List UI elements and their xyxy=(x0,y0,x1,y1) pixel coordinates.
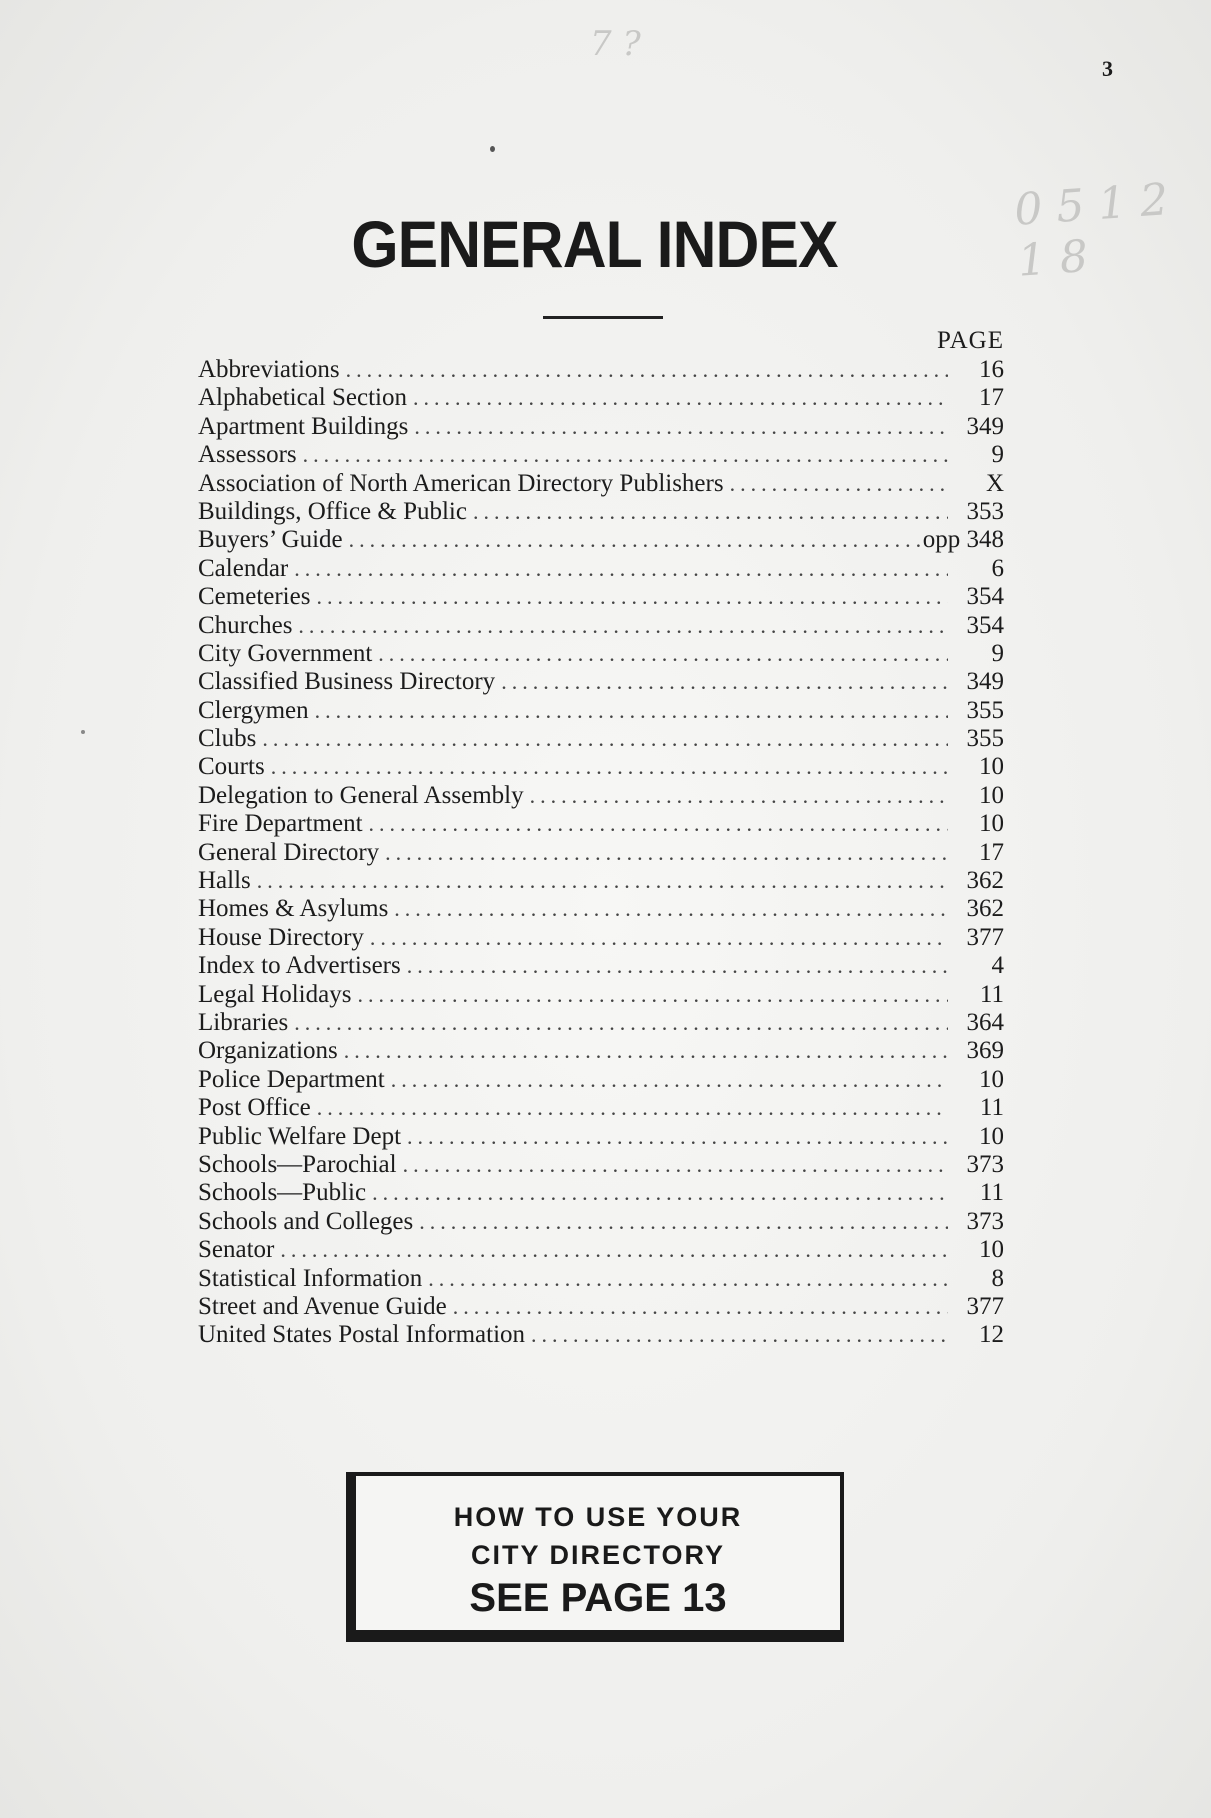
index-entry-page: X xyxy=(985,469,1004,497)
index-entry xyxy=(198,810,1004,838)
dot-leader xyxy=(413,1208,948,1236)
index-entry-label: Buyers’ Guide xyxy=(198,526,343,554)
index-entry-label: United States Postal Information xyxy=(198,1321,526,1349)
index-entry-label: Schools—Parochial xyxy=(198,1150,397,1178)
index-entry-page: 4 xyxy=(991,952,1004,980)
dot-leader xyxy=(447,1293,948,1321)
notice-line-2: CITY DIRECTORY xyxy=(470,1540,726,1570)
page-title: GENERAL INDEX xyxy=(351,207,838,281)
dot-leader xyxy=(351,981,948,1009)
index-entry-page: 355 xyxy=(966,696,1004,724)
index-entry xyxy=(198,924,1004,952)
dot-leader xyxy=(288,555,948,583)
dot-leader xyxy=(422,1265,948,1293)
title-divider xyxy=(543,316,663,319)
index-entry xyxy=(198,1236,1004,1264)
index-entry xyxy=(198,895,1004,923)
dot-leader xyxy=(372,640,948,668)
index-entry-page: 10 xyxy=(979,1122,1004,1150)
dot-leader xyxy=(379,839,948,867)
dot-leader xyxy=(401,1123,948,1151)
index-list xyxy=(198,326,1004,1350)
dot-leader xyxy=(292,612,948,640)
index-entry-page: 377 xyxy=(966,923,1004,951)
notice-line-3: SEE PAGE 13 xyxy=(469,1576,727,1620)
dot-leader xyxy=(274,1236,948,1264)
index-entries xyxy=(198,356,1004,1350)
index-entry-page: 369 xyxy=(966,1037,1004,1065)
ink-speck xyxy=(490,146,495,152)
dot-leader xyxy=(364,924,948,952)
index-entry-label: Police Department xyxy=(198,1065,385,1093)
index-entry-label: Schools and Colleges xyxy=(198,1207,414,1235)
index-entry xyxy=(198,1321,1004,1349)
index-entry xyxy=(198,583,1004,611)
index-entry-page: 10 xyxy=(979,1236,1004,1264)
page-number: 3 xyxy=(1102,56,1113,81)
index-entry-label: Homes & Asylums xyxy=(198,895,389,923)
index-entry-label: Classified Business Directory xyxy=(198,668,496,696)
index-entry-label: Delegation to General Assembly xyxy=(198,781,524,809)
dot-leader xyxy=(363,810,948,838)
dot-leader xyxy=(724,470,948,498)
index-entry-label: Index to Advertisers xyxy=(198,952,401,980)
index-entry-label: Statistical Information xyxy=(198,1264,423,1292)
index-entry-label: City Government xyxy=(198,639,373,667)
index-entry-label: Alphabetical Section xyxy=(198,384,407,412)
index-entry-label: Churches xyxy=(198,611,293,639)
index-entry-label: Street and Avenue Guide xyxy=(198,1292,447,1320)
index-entry-page: 11 xyxy=(979,1179,1004,1207)
index-entry xyxy=(198,668,1004,696)
dot-leader xyxy=(401,952,948,980)
index-entry-label: Organizations xyxy=(198,1037,338,1065)
index-entry-label: Apartment Buildings xyxy=(198,412,409,440)
index-entry-label: Clergymen xyxy=(198,696,309,724)
index-entry-page: 349 xyxy=(966,668,1004,696)
dot-leader xyxy=(251,867,948,895)
dot-leader xyxy=(288,1009,948,1037)
index-entry-label: Clubs xyxy=(198,725,257,753)
dot-leader xyxy=(366,1179,948,1207)
notice-line-1: HOW TO USE YOUR xyxy=(453,1502,743,1532)
index-entry-page: 362 xyxy=(966,895,1004,923)
index-entry xyxy=(198,1265,1004,1293)
index-entry-page: 10 xyxy=(979,810,1004,838)
dot-leader xyxy=(309,697,948,725)
index-entry xyxy=(198,384,1004,412)
dot-leader xyxy=(407,384,948,412)
index-entry xyxy=(198,867,1004,895)
index-entry-label: Legal Holidays xyxy=(198,980,352,1008)
index-entry xyxy=(198,640,1004,668)
index-entry xyxy=(198,612,1004,640)
dot-leader xyxy=(524,782,948,810)
index-entry-page: 11 xyxy=(979,980,1004,1008)
ink-speck xyxy=(81,730,85,734)
dot-leader xyxy=(397,1151,948,1179)
index-entry-page: 11 xyxy=(979,1094,1004,1122)
index-entry-page: 17 xyxy=(979,384,1004,412)
index-entry-label: Calendar xyxy=(198,554,289,582)
index-entry-page: 10 xyxy=(979,753,1004,781)
index-entry xyxy=(198,1123,1004,1151)
index-entry-page: 354 xyxy=(966,611,1004,639)
index-entry-page: 373 xyxy=(966,1207,1004,1235)
index-entry xyxy=(198,441,1004,469)
index-entry xyxy=(198,1179,1004,1207)
page-column-header: PAGE xyxy=(937,327,1004,354)
index-entry xyxy=(198,413,1004,441)
index-entry xyxy=(198,1037,1004,1065)
handwritten-mark-top: 7 ? xyxy=(590,24,641,64)
index-entry-label: Cemeteries xyxy=(198,583,311,611)
index-entry-page: 9 xyxy=(991,441,1004,469)
index-entry-label: Libraries xyxy=(198,1008,289,1036)
index-entry-page: 8 xyxy=(991,1264,1004,1292)
dot-leader xyxy=(256,725,948,753)
index-entry-page: 17 xyxy=(979,838,1004,866)
notice-box xyxy=(346,1472,844,1642)
index-entry xyxy=(198,839,1004,867)
index-entry-label: Halls xyxy=(198,867,251,895)
index-entry-page: 364 xyxy=(966,1008,1004,1036)
index-entry-page: 349 xyxy=(966,412,1004,440)
index-entry-label: Assessors xyxy=(198,441,297,469)
dot-leader xyxy=(385,1066,948,1094)
index-entry xyxy=(198,782,1004,810)
index-entry xyxy=(198,952,1004,980)
handwritten-mark-side: 0 5 1 2 1 8 xyxy=(1012,174,1170,287)
index-entry xyxy=(198,356,1004,384)
index-entry xyxy=(198,697,1004,725)
index-entry-label: Schools—Public xyxy=(198,1179,367,1207)
index-entry xyxy=(198,498,1004,526)
dot-leader xyxy=(388,895,948,923)
dot-leader xyxy=(525,1321,948,1349)
index-entry xyxy=(198,555,1004,583)
index-entry-page: 373 xyxy=(966,1150,1004,1178)
index-entry-page: 377 xyxy=(966,1292,1004,1320)
index-entry xyxy=(198,526,1004,554)
dot-leader xyxy=(338,1037,948,1065)
index-entry-label: Fire Department xyxy=(198,810,363,838)
dot-leader xyxy=(297,441,948,469)
index-entry-label: Association of North American Directory Publishers xyxy=(198,469,724,497)
index-entry-label: Courts xyxy=(198,753,265,781)
index-entry-page: 9 xyxy=(991,639,1004,667)
index-entry-label: Public Welfare Dept xyxy=(198,1122,402,1150)
dot-leader xyxy=(265,753,948,781)
index-entry-page: 16 xyxy=(979,356,1004,383)
index-entry xyxy=(198,1094,1004,1122)
index-entry-page: 355 xyxy=(966,725,1004,753)
dot-leader xyxy=(467,498,948,526)
index-entry xyxy=(198,1009,1004,1037)
index-entry xyxy=(198,1066,1004,1094)
index-entry-page: 10 xyxy=(979,1065,1004,1093)
index-entry-page: 362 xyxy=(966,867,1004,895)
index-entry-label: Senator xyxy=(198,1236,275,1264)
index-entry xyxy=(198,1151,1004,1179)
index-entry-page: 354 xyxy=(966,583,1004,611)
index-entry-label: House Directory xyxy=(198,923,364,951)
dot-leader xyxy=(311,1094,948,1122)
index-entry xyxy=(198,725,1004,753)
dot-leader xyxy=(343,526,923,554)
index-entry-page: 10 xyxy=(979,781,1004,809)
index-entry-page: 6 xyxy=(991,554,1004,582)
index-entry xyxy=(198,1293,1004,1321)
index-entry-label: Abbreviations xyxy=(198,356,340,383)
index-entry xyxy=(198,470,1004,498)
index-entry-label: Post Office xyxy=(198,1094,311,1122)
index-entry xyxy=(198,1208,1004,1236)
dot-leader xyxy=(310,583,948,611)
dot-leader xyxy=(340,356,948,384)
dot-leader xyxy=(408,413,948,441)
index-entry-label: General Directory xyxy=(198,838,380,866)
index-entry xyxy=(198,753,1004,781)
index-entry-page: 12 xyxy=(979,1321,1004,1349)
dot-leader xyxy=(495,668,948,696)
index-entry-page: opp 348 xyxy=(922,526,1004,554)
index-entry xyxy=(198,981,1004,1009)
index-entry-label: Buildings, Office & Public xyxy=(198,497,467,525)
index-entry-page: 353 xyxy=(966,497,1004,525)
